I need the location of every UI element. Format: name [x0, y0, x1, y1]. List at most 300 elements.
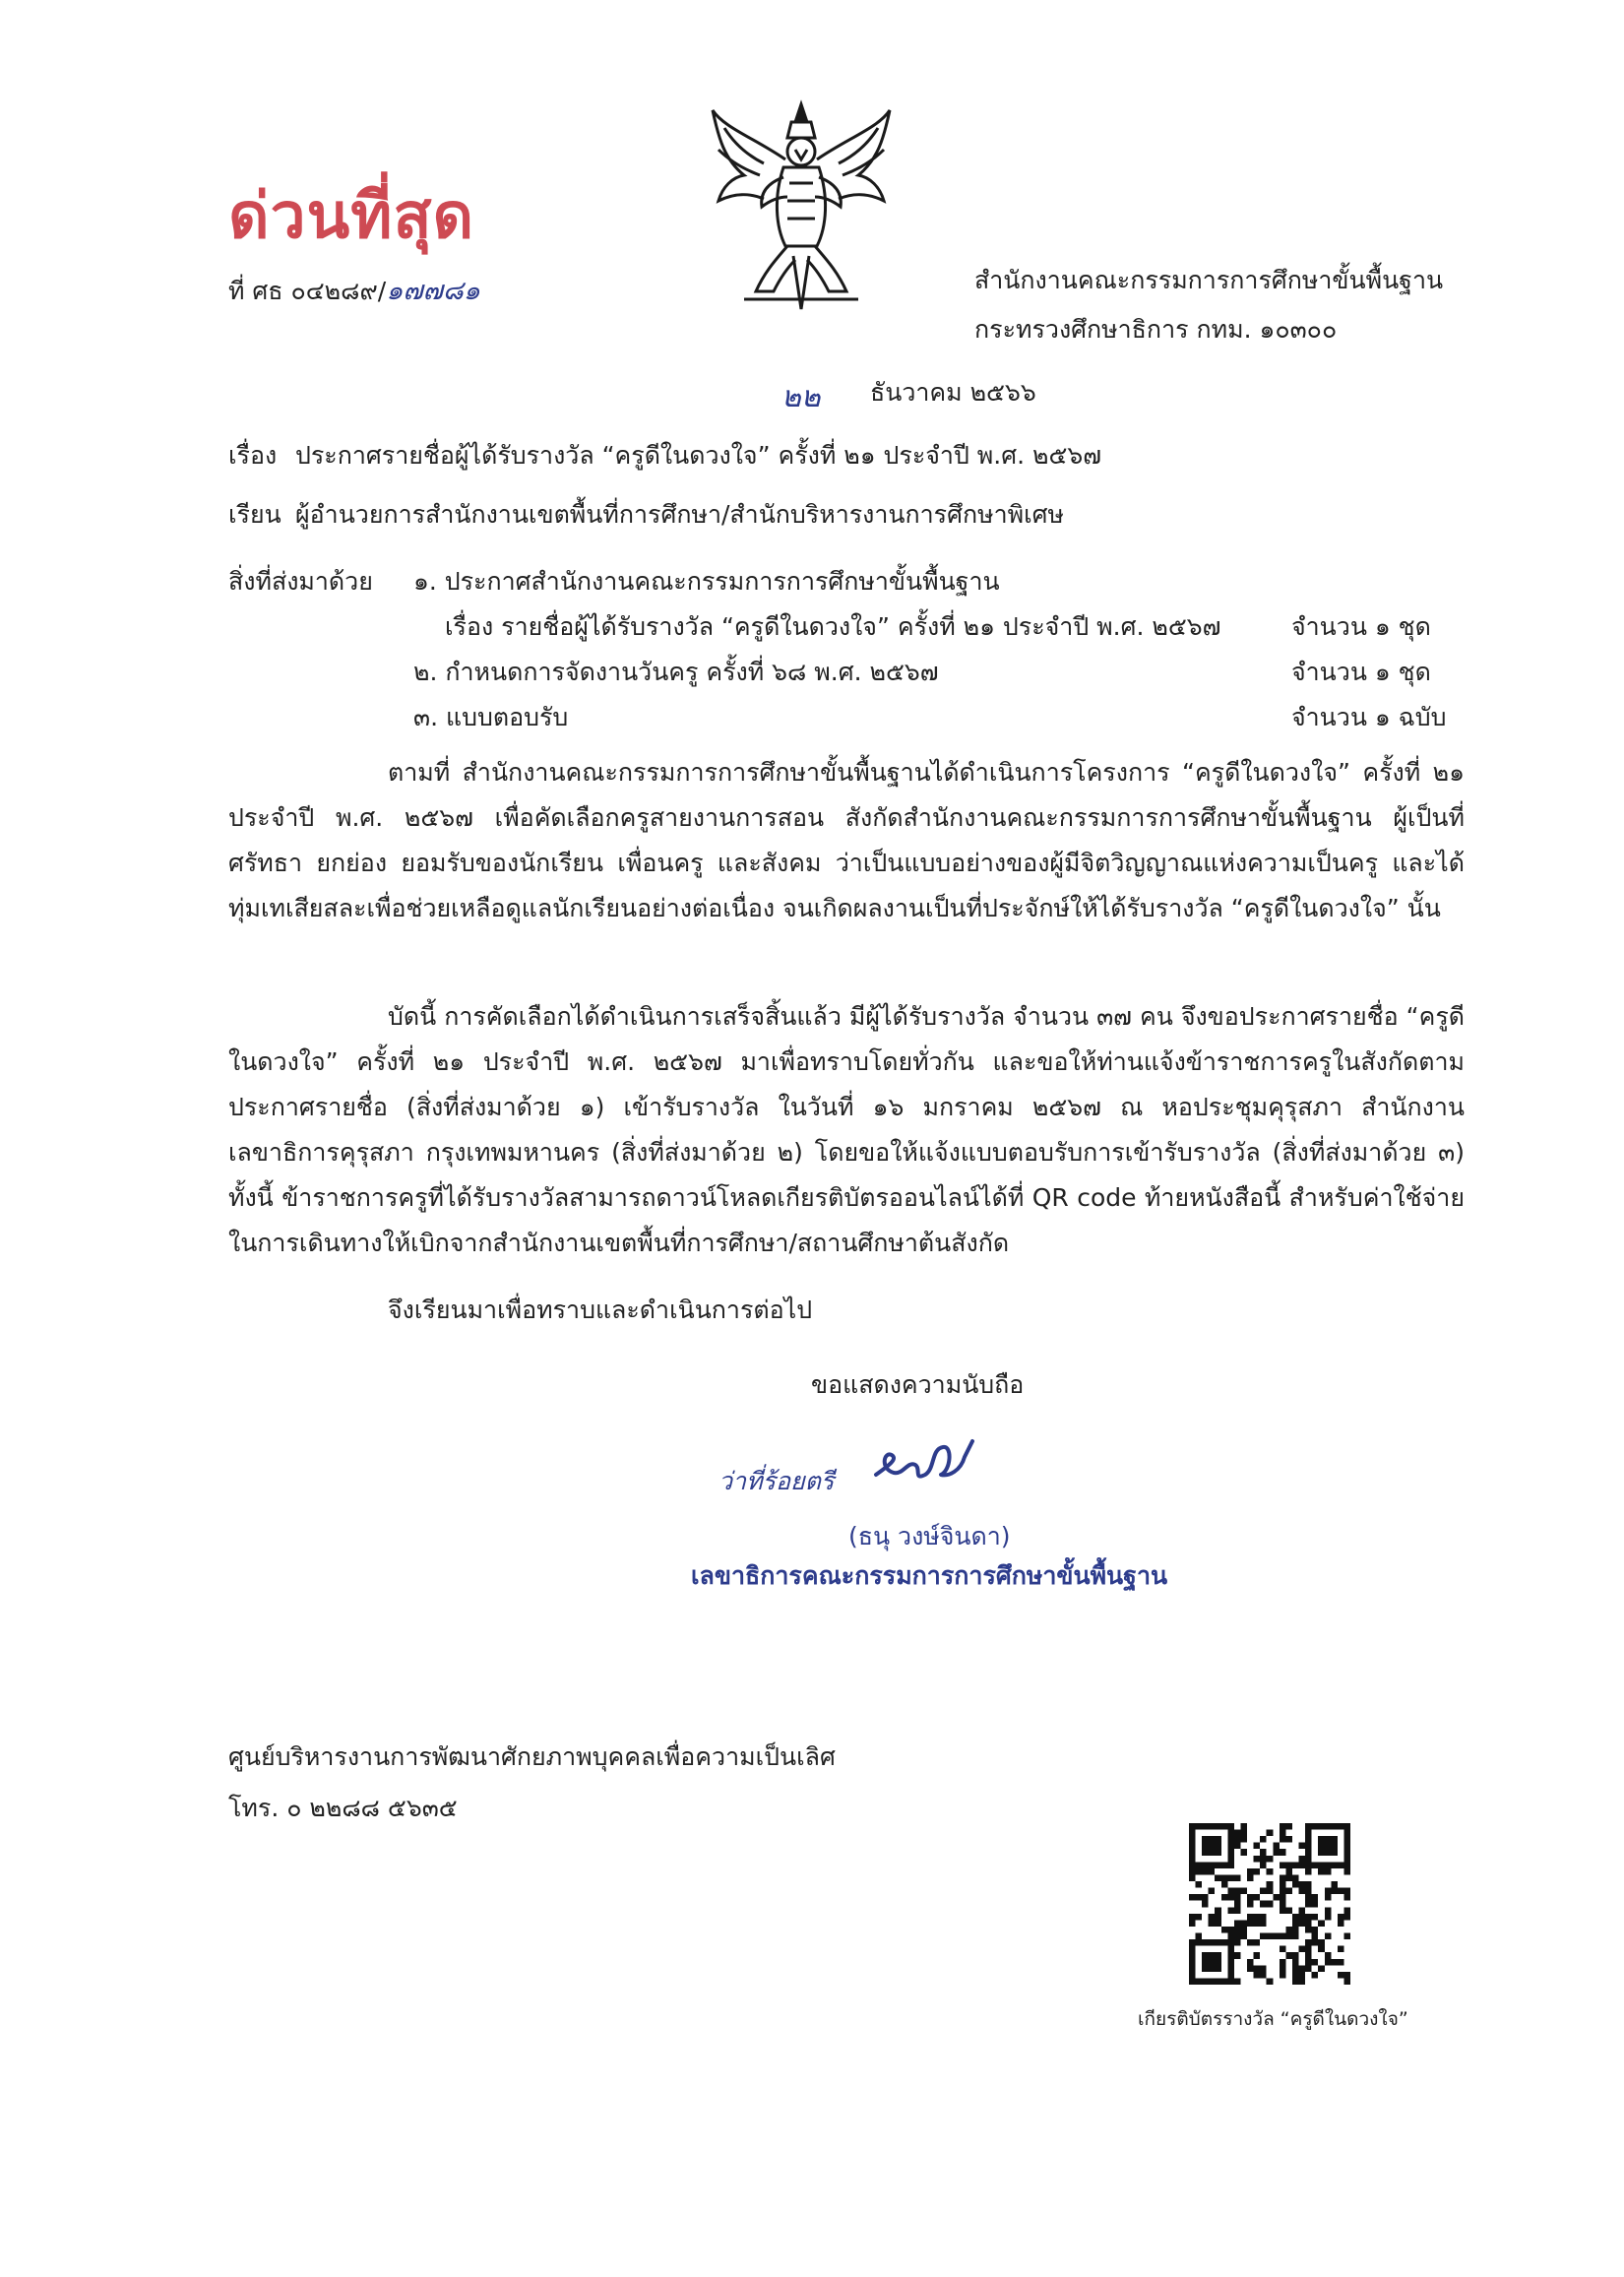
qr-module: [1318, 1939, 1325, 1946]
qr-module: [1196, 1978, 1203, 1985]
qr-module: [1189, 1849, 1196, 1856]
qr-module: [1221, 1978, 1228, 1985]
qr-module: [1196, 1823, 1203, 1830]
qr-module: [1227, 1959, 1234, 1966]
qr-module: [1312, 1914, 1319, 1921]
qr-module: [1343, 1823, 1350, 1830]
qr-module: [1343, 1868, 1350, 1875]
qr-module: [1234, 1901, 1241, 1908]
qr-module: [1299, 1907, 1306, 1914]
qr-module: [1331, 1862, 1338, 1868]
qr-module: [1343, 1978, 1350, 1985]
qr-module: [1247, 1894, 1254, 1901]
qr-module: [1215, 1907, 1221, 1914]
qr-module: [1318, 1868, 1325, 1875]
qr-module: [1292, 1881, 1299, 1888]
document-number: [228, 276, 480, 307]
body-paragraph-1-text: ตามที่ สำนักงานคณะกรรมการการศึกษาขั้นพื้นฐานได้ดำเนินการโครงการ “ครูดีในดวงใจ” ครั้งที่ ๒๑ ประจำปี พ.ศ. ๒๕๖๗ เพื่อคัดเลือกครูสายงานการสอน สังกัดสำนักงานคณะกรรมการการศึกษาขั้นพื้นฐาน ผู้เป็นที่ศรัทธา ยกย่อง ยอมรับของนักเรียน เพื่อนครู และสังคม ว่าเป็นแบบอย่างของผู้มีจิตวิญญาณแห่งความเป็นครู และได้ทุ่มเทเสียสละเพื่อช่วยเหลือดูแลนักเรียนอย่างต่อเนื่อง จนเกิดผลงานเป็นที่ประจักษ์ให้ได้รับรางวัล “ครูดีในดวงใจ” นั้น: [228, 758, 1465, 922]
qr-module: [1227, 1823, 1234, 1830]
qr-module: [1189, 1856, 1196, 1863]
qr-module: [1196, 1894, 1203, 1901]
qr-module: [1215, 1920, 1221, 1927]
qr-module: [1227, 1978, 1234, 1985]
body-paragraph-1: [228, 750, 1465, 931]
qr-module: [1343, 1849, 1350, 1856]
footer-phone: โทร. ๐ ๒๒๘๘ ๕๖๓๕: [228, 1794, 458, 1822]
signer-rank: ว่าที่ร้อยตรี: [718, 1467, 835, 1495]
qr-module: [1247, 1868, 1254, 1875]
document-number-handwritten: ๑๗๗๘๑: [386, 276, 480, 306]
date-day-handwritten: ๒๒: [781, 380, 821, 414]
qr-module: [1189, 1946, 1196, 1953]
qr-module: [1273, 1843, 1280, 1850]
qr-module: [1285, 1874, 1292, 1881]
qr-module: [1325, 1862, 1332, 1868]
qr-module: [1305, 1946, 1312, 1953]
qr-module: [1343, 1933, 1350, 1940]
qr-module: [1325, 1952, 1332, 1959]
qr-module: [1299, 1914, 1306, 1921]
qr-code[interactable]: [1189, 1823, 1350, 1985]
qr-module: [1189, 1939, 1196, 1946]
qr-module: [1234, 1830, 1241, 1837]
qr-module: [1325, 1907, 1332, 1914]
qr-module: [1215, 1836, 1221, 1843]
qr-module: [1325, 1888, 1332, 1895]
qr-module: [1234, 1939, 1241, 1946]
qr-module: [1221, 1927, 1228, 1933]
qr-module: [1202, 1978, 1209, 1985]
qr-module: [1202, 1952, 1209, 1959]
qr-module: [1267, 1933, 1274, 1940]
urgency-stamp: ด่วนที่สุด: [228, 179, 475, 253]
qr-module: [1240, 1920, 1247, 1927]
qr-module: [1189, 1914, 1196, 1921]
body-paragraph-2: [228, 994, 1465, 1266]
qr-module: [1240, 1927, 1247, 1933]
qr-module: [1312, 1901, 1319, 1908]
qr-module: [1189, 1862, 1196, 1868]
qr-module: [1209, 1823, 1216, 1830]
qr-module: [1273, 1933, 1280, 1940]
qr-module: [1234, 1888, 1241, 1895]
qr-module: [1215, 1874, 1221, 1881]
qr-module: [1227, 1927, 1234, 1933]
qr-module: [1292, 1927, 1299, 1933]
qr-module: [1240, 1933, 1247, 1940]
qr-module: [1299, 1946, 1306, 1953]
qr-module: [1273, 1894, 1280, 1901]
qr-module: [1189, 1874, 1196, 1881]
qr-module: [1299, 1843, 1306, 1850]
qr-module: [1215, 1823, 1221, 1830]
enclosure-item-3-quantity: จำนวน ๑ ฉบับ: [1291, 703, 1447, 731]
qr-module: [1325, 1849, 1332, 1856]
qr-module: [1227, 1894, 1234, 1901]
enclosures-label: สิ่งที่ส่งมาด้วย: [228, 567, 373, 596]
qr-module: [1267, 1830, 1274, 1837]
qr-module: [1215, 1965, 1221, 1972]
qr-module: [1209, 1888, 1216, 1895]
issuing-office-line2: กระทรวงศึกษาธิการ กทม. ๑๐๓๐๐: [974, 315, 1338, 344]
qr-module: [1331, 1959, 1338, 1966]
qr-module: [1285, 1952, 1292, 1959]
qr-module: [1196, 1881, 1203, 1888]
qr-module: [1215, 1959, 1221, 1966]
qr-module: [1209, 1843, 1216, 1850]
qr-module: [1305, 1823, 1312, 1830]
qr-module: [1227, 1888, 1234, 1895]
qr-module: [1285, 1868, 1292, 1875]
qr-module: [1254, 1965, 1261, 1972]
qr-module: [1338, 1914, 1344, 1921]
qr-module: [1227, 1933, 1234, 1940]
qr-module: [1254, 1914, 1261, 1921]
qr-module: [1189, 1830, 1196, 1837]
qr-module: [1305, 1843, 1312, 1850]
qr-module: [1254, 1868, 1261, 1875]
qr-module: [1299, 1856, 1306, 1863]
qr-module: [1305, 1849, 1312, 1856]
enclosure-item-2-quantity: จำนวน ๑ ชุด: [1291, 658, 1431, 686]
qr-module: [1312, 1933, 1319, 1940]
qr-module: [1227, 1907, 1234, 1914]
qr-module: [1260, 1856, 1267, 1863]
qr-module: [1254, 1920, 1261, 1927]
qr-module: [1209, 1959, 1216, 1966]
qr-module: [1209, 1914, 1216, 1921]
qr-module: [1305, 1862, 1312, 1868]
qr-module: [1227, 1946, 1234, 1953]
closing-request: จึงเรียนมาเพื่อทราบและดำเนินการต่อไป: [388, 1296, 813, 1324]
enclosure-item-1-line2: เรื่อง รายชื่อผู้ได้รับรางวัล “ครูดีในดวงใจ” ครั้งที่ ๒๑ ประจำปี พ.ศ. ๒๕๖๗: [445, 612, 1221, 641]
qr-module: [1318, 1946, 1325, 1953]
qr-module: [1247, 1965, 1254, 1972]
qr-module: [1209, 1920, 1216, 1927]
qr-module: [1240, 1823, 1247, 1830]
qr-module: [1234, 1920, 1241, 1927]
qr-module: [1305, 1914, 1312, 1921]
qr-module: [1227, 1862, 1234, 1868]
qr-module: [1325, 1894, 1332, 1901]
qr-module: [1299, 1965, 1306, 1972]
qr-module: [1260, 1933, 1267, 1940]
qr-module: [1234, 1927, 1241, 1933]
qr-module: [1280, 1888, 1286, 1895]
qr-module: [1202, 1836, 1209, 1843]
qr-module: [1215, 1862, 1221, 1868]
qr-module: [1318, 1862, 1325, 1868]
qr-module: [1227, 1836, 1234, 1843]
qr-module: [1221, 1881, 1228, 1888]
qr-module: [1292, 1952, 1299, 1959]
qr-module: [1280, 1862, 1286, 1868]
enclosure-item-2-line1: ๒. กำหนดการจัดงานวันครู ครั้งที่ ๖๘ พ.ศ. ๒๕๖๗: [413, 658, 939, 686]
qr-module: [1267, 1978, 1274, 1985]
qr-module: [1299, 1972, 1306, 1979]
garuda-emblem-icon: [705, 98, 898, 315]
qr-module: [1260, 1849, 1267, 1856]
qr-module: [1189, 1843, 1196, 1850]
qr-module: [1267, 1901, 1274, 1908]
enclosure-item-1-quantity: จำนวน ๑ ชุด: [1291, 612, 1431, 641]
qr-module: [1280, 1849, 1286, 1856]
qr-module: [1331, 1836, 1338, 1843]
qr-module: [1196, 1914, 1203, 1921]
qr-module: [1292, 1862, 1299, 1868]
qr-module: [1209, 1952, 1216, 1959]
qr-module: [1227, 1952, 1234, 1959]
qr-module: [1318, 1920, 1325, 1927]
qr-module: [1312, 1939, 1319, 1946]
qr-module: [1254, 1856, 1261, 1863]
qr-module: [1343, 1972, 1350, 1979]
qr-module: [1227, 1965, 1234, 1972]
qr-module: [1292, 1914, 1299, 1921]
qr-module: [1280, 1907, 1286, 1914]
qr-module: [1305, 1868, 1312, 1875]
qr-module: [1247, 1959, 1254, 1966]
qr-module: [1227, 1843, 1234, 1850]
qr-module: [1280, 1972, 1286, 1979]
qr-module: [1202, 1868, 1209, 1875]
qr-module: [1292, 1959, 1299, 1966]
qr-module: [1292, 1972, 1299, 1979]
qr-module: [1285, 1888, 1292, 1895]
qr-module: [1312, 1959, 1319, 1966]
qr-module: [1202, 1823, 1209, 1830]
qr-module: [1189, 1978, 1196, 1985]
qr-module: [1325, 1959, 1332, 1966]
qr-module: [1338, 1888, 1344, 1895]
handwritten-signature: [870, 1435, 978, 1492]
qr-module: [1343, 1843, 1350, 1850]
qr-module: [1299, 1862, 1306, 1868]
qr-module: [1260, 1965, 1267, 1972]
qr-module: [1285, 1933, 1292, 1940]
qr-module: [1343, 1907, 1350, 1914]
qr-module: [1331, 1823, 1338, 1830]
enclosure-item-3-line1: ๓. แบบตอบรับ: [413, 703, 569, 731]
qr-module: [1312, 1972, 1319, 1979]
qr-module: [1202, 1965, 1209, 1972]
qr-module: [1331, 1843, 1338, 1850]
qr-module: [1240, 1836, 1247, 1843]
signer-position: เลขาธิการคณะกรรมการการศึกษาขั้นพื้นฐาน: [691, 1561, 1168, 1590]
qr-module: [1305, 1881, 1312, 1888]
qr-module: [1254, 1952, 1261, 1959]
qr-module: [1196, 1933, 1203, 1940]
qr-module: [1305, 1959, 1312, 1966]
qr-module: [1189, 1952, 1196, 1959]
qr-module: [1227, 1830, 1234, 1837]
signer-name: (ธนุ วงษ์จินดา): [848, 1522, 1011, 1550]
enclosure-item-1-line1: ๑. ประกาศสำนักงานคณะกรรมการการศึกษาขั้นพื้นฐาน: [413, 567, 1000, 596]
qr-module: [1247, 1874, 1254, 1881]
qr-module: [1189, 1920, 1196, 1927]
qr-module: [1189, 1972, 1196, 1979]
document-number-prefix: ที่ ศธ ๐๔๒๘๙/: [228, 277, 387, 305]
qr-module: [1234, 1874, 1241, 1881]
qr-module: [1202, 1901, 1209, 1908]
qr-module: [1209, 1849, 1216, 1856]
qr-module: [1318, 1823, 1325, 1830]
qr-module: [1325, 1823, 1332, 1830]
qr-module: [1260, 1914, 1267, 1921]
qr-module: [1280, 1823, 1286, 1830]
qr-module: [1227, 1856, 1234, 1863]
qr-module: [1234, 1894, 1241, 1901]
qr-module: [1305, 1856, 1312, 1863]
qr-module: [1202, 1843, 1209, 1850]
qr-module: [1325, 1836, 1332, 1843]
qr-module: [1292, 1978, 1299, 1985]
qr-module: [1318, 1849, 1325, 1856]
qr-module: [1305, 1888, 1312, 1895]
qr-module: [1260, 1920, 1267, 1927]
qr-module: [1267, 1856, 1274, 1863]
qr-module: [1221, 1862, 1228, 1868]
qr-module: [1292, 1933, 1299, 1940]
qr-module: [1260, 1862, 1267, 1868]
qr-module: [1189, 1959, 1196, 1966]
qr-module: [1189, 1836, 1196, 1843]
qr-module: [1343, 1888, 1350, 1895]
qr-module: [1202, 1894, 1209, 1901]
qr-module: [1202, 1959, 1209, 1966]
qr-module: [1221, 1823, 1228, 1830]
qr-module: [1312, 1823, 1319, 1830]
qr-module: [1209, 1862, 1216, 1868]
qr-module: [1221, 1894, 1228, 1901]
qr-module: [1280, 1965, 1286, 1972]
qr-module: [1312, 1894, 1319, 1901]
qr-module: [1221, 1939, 1228, 1946]
qr-module: [1202, 1862, 1209, 1868]
qr-module: [1227, 1972, 1234, 1979]
subject-label: เรื่อง: [228, 441, 278, 470]
qr-module: [1240, 1849, 1247, 1856]
qr-module: [1343, 1856, 1350, 1863]
qr-module: [1299, 1888, 1306, 1895]
qr-module: [1338, 1959, 1344, 1966]
qr-module: [1267, 1868, 1274, 1875]
qr-module: [1325, 1933, 1332, 1940]
salutation: ขอแสดงความนับถือ: [811, 1370, 1025, 1399]
qr-module: [1240, 1888, 1247, 1895]
qr-module: [1189, 1894, 1196, 1901]
qr-module: [1247, 1939, 1254, 1946]
qr-module: [1343, 1894, 1350, 1901]
qr-module: [1260, 1901, 1267, 1908]
qr-module: [1325, 1843, 1332, 1850]
qr-module: [1209, 1868, 1216, 1875]
date-month-year: ธันวาคม ๒๕๖๖: [870, 378, 1036, 407]
qr-module: [1189, 1823, 1196, 1830]
qr-module: [1280, 1901, 1286, 1908]
qr-module: [1299, 1978, 1306, 1985]
footer-unit: ศูนย์บริหารงานการพัฒนาศักยภาพบุคคลเพื่อความเป็นเลิศ: [228, 1742, 836, 1771]
qr-module: [1240, 1830, 1247, 1837]
qr-module: [1247, 1901, 1254, 1908]
qr-module: [1280, 1894, 1286, 1901]
qr-module: [1215, 1843, 1221, 1850]
qr-module: [1280, 1874, 1286, 1881]
qr-module: [1285, 1823, 1292, 1830]
qr-module: [1285, 1907, 1292, 1914]
qr-module: [1338, 1920, 1344, 1927]
qr-module: [1215, 1978, 1221, 1985]
body-paragraph-2-text: บัดนี้ การคัดเลือกได้ดำเนินการเสร็จสิ้นแล้ว มีผู้ได้รับรางวัล จำนวน ๓๗ คน จึงขอประกาศรายชื่อ “ครูดีในดวงใจ” ครั้งที่ ๒๑ ประจำปี พ.ศ. ๒๕๖๗ มาเพื่อทราบโดยทั่วกัน และขอให้ท่านแจ้งข้าราชการครูในสังกัดตามประกาศรายชื่อ (สิ่งที่ส่งมาด้วย ๑) เข้ารับรางวัล ในวันที่ ๑๖ มกราคม ๒๕๖๗ ณ หอประชุมคุรุสภา สำนักงานเลขาธิการคุรุสภา กรุงเทพมหานคร (สิ่งที่ส่งมาด้วย ๒) โดยขอให้แจ้งแบบตอบรับการเข้ารับรางวัล (สิ่งที่ส่งมาด้วย ๓) ทั้งนี้ ข้าราชการครูที่ได้รับรางวัลสามารถดาวน์โหลดเกียรติบัตรออนไลน์ได้ที่ QR code ท้ายหนังสือนี้ สำหรับค่าใช้จ่ายในการเดินทางให้เบิกจากสำนักงานเขตพื้นที่การศึกษา/สถานศึกษาต้นสังกัด: [228, 1002, 1465, 1257]
qr-module: [1292, 1965, 1299, 1972]
qr-module: [1202, 1939, 1209, 1946]
qr-module: [1331, 1888, 1338, 1895]
qr-module: [1312, 1862, 1319, 1868]
qr-module: [1280, 1836, 1286, 1843]
qr-module: [1215, 1952, 1221, 1959]
qr-module: [1209, 1965, 1216, 1972]
qr-module: [1280, 1933, 1286, 1940]
qr-module: [1254, 1972, 1261, 1979]
qr-module: [1209, 1978, 1216, 1985]
qr-module: [1234, 1978, 1241, 1985]
qr-module: [1234, 1836, 1241, 1843]
recipient-text: ผู้อำนวยการสำนักงานเขตพื้นที่การศึกษา/สำนักบริหารงานการศึกษาพิเศษ: [295, 500, 1065, 529]
qr-module: [1318, 1965, 1325, 1972]
issuing-office-line1: สำนักงานคณะกรรมการการศึกษาขั้นพื้นฐาน: [974, 266, 1444, 294]
qr-module: [1280, 1946, 1286, 1953]
qr-module: [1331, 1881, 1338, 1888]
qr-module: [1267, 1888, 1274, 1895]
qr-module: [1234, 1933, 1241, 1940]
qr-module: [1234, 1907, 1241, 1914]
qr-module: [1215, 1939, 1221, 1946]
qr-module: [1189, 1868, 1196, 1875]
qr-module: [1292, 1920, 1299, 1927]
subject-text: ประกาศรายชื่อผู้ได้รับรางวัล “ครูดีในดวงใจ” ครั้งที่ ๒๑ ประจำปี พ.ศ. ๒๕๖๗: [295, 441, 1102, 470]
qr-module: [1318, 1843, 1325, 1850]
qr-module: [1209, 1836, 1216, 1843]
qr-module: [1343, 1862, 1350, 1868]
qr-module: [1299, 1920, 1306, 1927]
qr-module: [1209, 1939, 1216, 1946]
qr-module: [1299, 1881, 1306, 1888]
qr-module: [1234, 1952, 1241, 1959]
qr-module: [1280, 1881, 1286, 1888]
qr-module: [1305, 1830, 1312, 1837]
qr-module: [1202, 1849, 1209, 1856]
qr-module: [1247, 1920, 1254, 1927]
qr-module: [1312, 1927, 1319, 1933]
qr-module: [1338, 1946, 1344, 1953]
qr-module: [1338, 1972, 1344, 1979]
qr-module: [1338, 1823, 1344, 1830]
qr-module: [1331, 1849, 1338, 1856]
qr-module: [1318, 1836, 1325, 1843]
qr-module: [1260, 1836, 1267, 1843]
qr-module: [1196, 1868, 1203, 1875]
qr-module: [1305, 1927, 1312, 1933]
qr-module: [1260, 1888, 1267, 1895]
qr-module: [1189, 1965, 1196, 1972]
qr-module: [1305, 1920, 1312, 1927]
qr-module: [1325, 1868, 1332, 1875]
qr-module: [1305, 1901, 1312, 1908]
qr-module: [1260, 1972, 1267, 1979]
qr-module: [1280, 1959, 1286, 1966]
qr-module: [1325, 1914, 1332, 1921]
qr-module: [1285, 1836, 1292, 1843]
